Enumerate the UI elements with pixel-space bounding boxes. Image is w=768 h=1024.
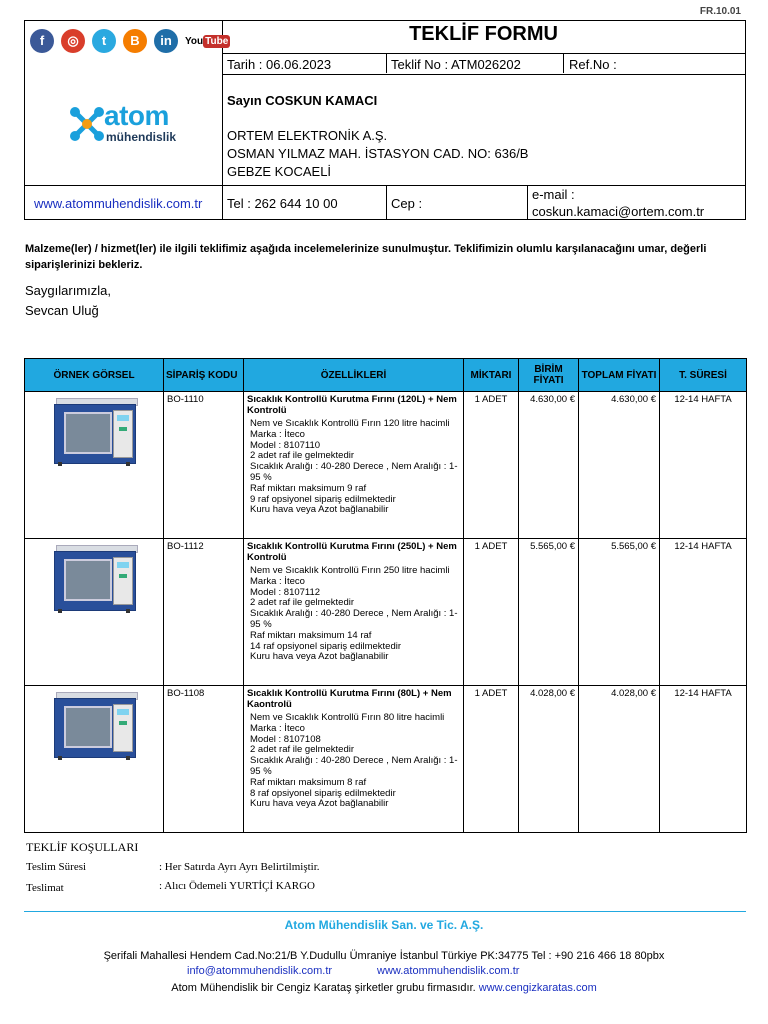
customer-company: ORTEM ELEKTRONİK A.Ş.: [227, 128, 388, 143]
divider: [386, 185, 387, 219]
quantity: 1 ADET: [464, 539, 519, 686]
group-text: Atom Mühendislik bir Cengiz Karataş şirketler grubu firmasıdır.: [171, 982, 476, 994]
footer-web-link[interactable]: www.atommuhendislik.com.tr: [377, 965, 520, 977]
total-price: 4.630,00 €: [579, 392, 660, 539]
instagram-icon[interactable]: ◎: [61, 29, 85, 53]
mobile-number: Cep :: [391, 196, 423, 211]
regards-text: Saygılarımızla,: [25, 283, 111, 298]
youtube-you: You: [185, 35, 204, 47]
table-row: [25, 539, 747, 686]
col-header-image: ÖRNEK GÖRSEL: [25, 359, 164, 392]
spec-line: Model : 8107112: [250, 586, 321, 598]
unit-price: 4.028,00 €: [519, 686, 579, 833]
blogger-icon[interactable]: B: [123, 29, 147, 53]
total-price: 5.565,00 €: [579, 539, 660, 686]
delivery-time: 12-14 HAFTA: [660, 392, 747, 539]
delivery-time: 12-14 HAFTA: [660, 686, 747, 833]
page-title: TEKLİF FORMU: [409, 23, 558, 45]
youtube-icon[interactable]: [185, 36, 230, 47]
spec-line: 2 adet raf ile gelmektedir: [250, 450, 355, 462]
spec-line: Nem ve Sıcaklık Kontrollü Fırın 80 litre hacimli: [250, 712, 445, 723]
group-link[interactable]: www.cengizkaratas.com: [478, 982, 597, 994]
order-code: BO-1108: [164, 686, 244, 833]
oven-image: [52, 545, 136, 615]
spec-line: Raf miktarı maksimum 14 raf: [250, 629, 372, 641]
divider: [222, 74, 745, 75]
terms-value: : Alıcı Ödemeli YURTİÇİ KARGO: [159, 880, 315, 892]
col-header-delivery: T. SÜRESİ: [660, 359, 747, 392]
divider: [527, 185, 528, 219]
terms-label: Teslimat: [26, 882, 64, 894]
customer-address: OSMAN YILMAZ MAH. İSTASYON CAD. NO: 636/B: [227, 146, 529, 161]
divider: [222, 53, 745, 54]
spec-line: Marka : İteco: [250, 575, 305, 587]
terms-label: Teslim Süresi: [26, 861, 87, 873]
footer-divider: [24, 911, 746, 912]
spec-line: 14 raf opsiyonel sipariş edilmektedir: [250, 640, 402, 652]
col-header-total-price: TOPLAM FİYATI: [579, 359, 660, 392]
social-links: [30, 29, 230, 53]
spec-line: 2 adet raf ile gelmektedir: [250, 597, 355, 609]
col-header-features: ÖZELLİKLERİ: [244, 359, 464, 392]
header-box: [24, 20, 746, 220]
website-link[interactable]: www.atommuhendislik.com.tr: [34, 196, 203, 211]
product-features: [244, 392, 464, 539]
phone-number: Tel : 262 644 10 00: [227, 196, 338, 211]
reference-number: Ref.No :: [569, 57, 617, 72]
delivery-time: 12-14 HAFTA: [660, 539, 747, 686]
product-name: Sıcaklık Kontrollü Kurutma Fırını (250L) + Nem Kontrolü: [247, 541, 457, 563]
spec-line: Raf miktarı maksimum 8 raf: [250, 776, 367, 788]
spec-line: Model : 8107110: [250, 439, 321, 451]
spec-line: Marka : İteco: [250, 428, 305, 440]
spec-line: 8 raf opsiyonel sipariş edilmektedir: [250, 787, 396, 799]
footer-group-text: [0, 982, 768, 994]
col-header-quantity: MİKTARI: [464, 359, 519, 392]
email-address: coskun.kamaci@ortem.com.tr: [532, 204, 705, 219]
twitter-icon[interactable]: t: [92, 29, 116, 53]
col-header-unit-price: BİRİM FİYATI: [519, 359, 579, 392]
spec-line: Model : 8107108: [250, 733, 321, 745]
spec-line: Sıcaklık Aralığı : 40-280 Derece , Nem Aralığı : 1-95 %: [250, 608, 458, 630]
terms-title: TEKLİF KOŞULLARI: [26, 840, 139, 854]
col-header-code: SİPARİŞ KODU: [164, 359, 244, 392]
spec-line: Kuru hava veya Azot bağlanabilir: [250, 798, 389, 810]
order-code: BO-1112: [164, 539, 244, 686]
quantity: 1 ADET: [464, 686, 519, 833]
footer-email-link[interactable]: info@atommuhendislik.com.tr: [187, 965, 333, 977]
signer-name: Sevcan Uluğ: [25, 303, 99, 318]
atom-logo-icon: [69, 106, 105, 142]
spec-line: 2 adet raf ile gelmektedir: [250, 744, 355, 756]
product-name: Sıcaklık Kontrollü Kurutma Fırını (120L) + Nem Kontrolü: [247, 394, 457, 416]
divider: [25, 185, 745, 186]
unit-price: 4.630,00 €: [519, 392, 579, 539]
intro-text: Malzeme(ler) / hizmet(ler) ile ilgili teklifimiz aşağıda incelemelerinize sunulmuştur. Teklifimizin olumlu karşılanacağını umar, değerli siparişlerinizi bekleriz.: [25, 243, 707, 271]
product-table: [24, 358, 747, 833]
table-row: [25, 392, 747, 539]
offer-date: Tarih : 06.06.2023: [227, 57, 332, 72]
total-price: 4.028,00 €: [579, 686, 660, 833]
spec-line: Sıcaklık Aralığı : 40-280 Derece , Nem Aralığı : 1-95 %: [250, 755, 458, 777]
linkedin-icon[interactable]: in: [154, 29, 178, 53]
order-code: BO-1110: [164, 392, 244, 539]
terms-value: : Her Satırda Ayrı Ayrı Belirtilmiştir.: [159, 861, 320, 873]
spec-line: Kuru hava veya Azot bağlanabilir: [250, 651, 389, 663]
offer-number: Teklif No : ATM026202: [391, 57, 521, 72]
oven-image: [52, 692, 136, 762]
table-header-row: [25, 359, 747, 392]
spec-line: Nem ve Sıcaklık Kontrollü Fırın 250 litre hacimli: [250, 565, 450, 576]
facebook-icon[interactable]: f: [30, 29, 54, 53]
oven-image: [52, 398, 136, 468]
product-features: [244, 539, 464, 686]
email-label: e-mail :: [532, 187, 575, 202]
customer-city: GEBZE KOCAELİ: [227, 164, 332, 179]
product-image-cell: [25, 392, 164, 539]
product-image-cell: [25, 686, 164, 833]
table-row: [25, 686, 747, 833]
spec-line: Sıcaklık Aralığı : 40-280 Derece , Nem Aralığı : 1-95 %: [250, 461, 458, 483]
divider: [386, 53, 387, 73]
company-logo: [69, 100, 177, 147]
logo-word: atom: [104, 100, 169, 131]
product-image-cell: [25, 539, 164, 686]
youtube-tube: Tube: [205, 35, 229, 47]
unit-price: 5.565,00 €: [519, 539, 579, 686]
logo-subtitle: mühendislik: [106, 130, 177, 144]
spec-line: Raf miktarı maksimum 9 raf: [250, 482, 367, 494]
quantity: 1 ADET: [464, 392, 519, 539]
footer-address: Şerifali Mahallesi Hendem Cad.No:21/B Y.Dudullu Ümraniye İstanbul Türkiye PK:34775 Tel : +90 216 466 18 80pbx: [103, 950, 665, 962]
form-code: FR.10.01: [699, 6, 741, 17]
product-name: Sıcaklık Kontrollü Kurutma Fırını (80L) + Nem Kaontrolü: [247, 688, 452, 710]
spec-line: Kuru hava veya Azot bağlanabilir: [250, 504, 389, 516]
spec-line: 9 raf opsiyonel sipariş edilmektedir: [250, 493, 396, 505]
spec-line: Marka : İteco: [250, 722, 305, 734]
spec-line: Nem ve Sıcaklık Kontrollü Fırın 120 litre hacimli: [250, 418, 450, 429]
customer-name: Sayın COSKUN KAMACI: [227, 93, 378, 108]
product-features: [244, 686, 464, 833]
divider: [563, 53, 564, 73]
footer-company: Atom Mühendislik San. ve Tic. A.Ş.: [284, 918, 484, 932]
